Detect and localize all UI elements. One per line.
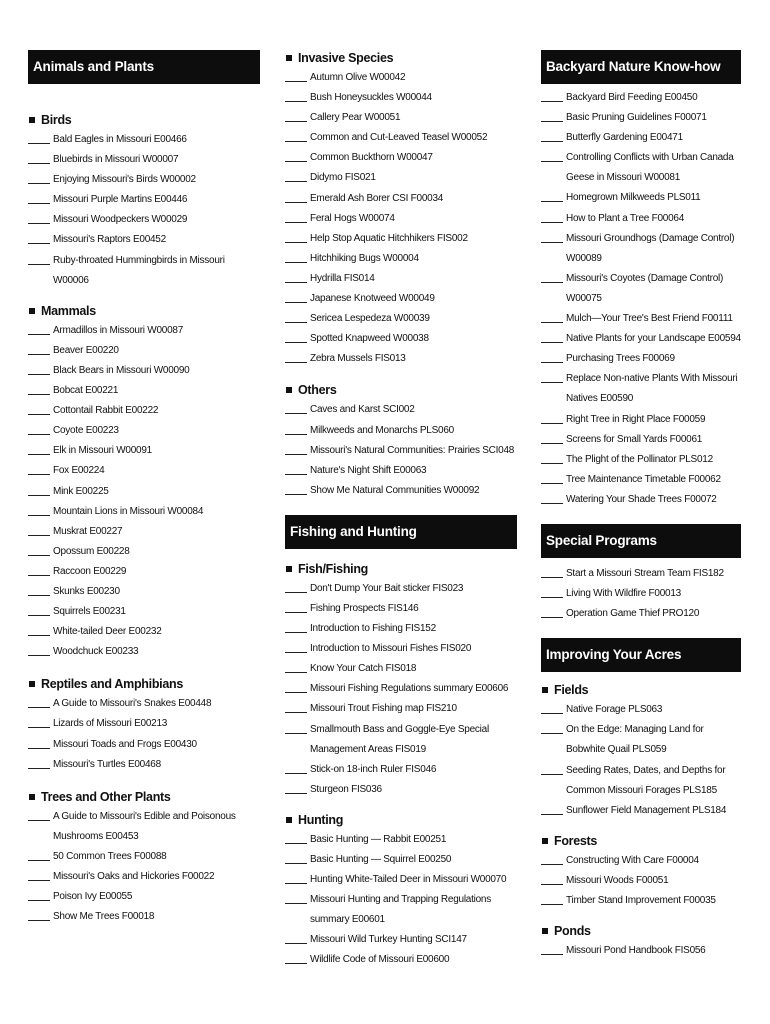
subsection-title: Reptiles and Amphibians <box>41 677 183 692</box>
publication-item: Callery Pear W00051 <box>285 108 517 128</box>
publication-item: Lizards of Missouri E00213 <box>28 714 260 734</box>
publication-item: Zebra Mussels FIS013 <box>285 349 517 369</box>
publication-item: Butterfly Gardening E00471 <box>541 128 741 148</box>
subsection-title: Others <box>298 383 337 398</box>
publication-item: Muskrat E00227 <box>28 522 260 542</box>
publication-item: Cottontail Rabbit E00222 <box>28 401 260 421</box>
publication-list <box>28 321 260 663</box>
publication-item: A Guide to Missouri's Snakes E00448 <box>28 694 260 714</box>
publication-item: Skunks E00230 <box>28 582 260 602</box>
publication-item: Common Buckthorn W00047 <box>285 148 517 168</box>
publication-list <box>28 807 260 928</box>
publication-item: The Plight of the Pollinator PLS012 <box>541 450 741 470</box>
publication-list <box>285 400 517 500</box>
publication-item: Sturgeon FIS036 <box>285 780 517 800</box>
publication-list <box>285 68 517 369</box>
publication-item: A Guide to Missouri's Edible and Poisonous Mushrooms E00453 <box>28 807 260 847</box>
section-header-backyard-nature-know-how: Backyard Nature Know-how <box>541 50 741 84</box>
publication-item: Didymo FIS021 <box>285 168 517 188</box>
publication-item: 50 Common Trees F00088 <box>28 847 260 867</box>
publication-item: Milkweeds and Monarchs PLS060 <box>285 421 517 441</box>
publication-item: Japanese Knotweed W00049 <box>285 289 517 309</box>
publication-item: Nature's Night Shift E00063 <box>285 461 517 481</box>
publication-item: Armadillos in Missouri W00087 <box>28 321 260 341</box>
publication-item: Seeding Rates, Dates, and Depths for Common Missouri Forages PLS185 <box>541 761 741 801</box>
publication-item: Right Tree in Right Place F00059 <box>541 410 741 430</box>
bullet-square-icon <box>286 387 292 393</box>
publication-list <box>541 564 741 624</box>
publication-item: Emerald Ash Borer CSI F00034 <box>285 189 517 209</box>
publication-list <box>28 130 260 291</box>
publication-item: Missouri Purple Martins E00446 <box>28 190 260 210</box>
publication-item: Introduction to Missouri Fishes FIS020 <box>285 639 517 659</box>
section-header-special-programs: Special Programs <box>541 524 741 558</box>
publication-item: Hitchhiking Bugs W00004 <box>285 249 517 269</box>
publication-item: Help Stop Aquatic Hitchhikers FIS002 <box>285 229 517 249</box>
subsection-title: Trees and Other Plants <box>41 789 171 804</box>
publication-item: Hydrilla FIS014 <box>285 269 517 289</box>
subsection-ponds <box>541 921 741 941</box>
publication-item: Squirrels E00231 <box>28 602 260 622</box>
publication-list <box>285 579 517 800</box>
subsection-mammals <box>28 301 260 321</box>
publication-item: Missouri's Oaks and Hickories F00022 <box>28 867 260 887</box>
publication-item: Missouri's Raptors E00452 <box>28 230 260 250</box>
subsection-forests <box>541 831 741 851</box>
subsection-title: Fields <box>554 683 589 698</box>
publication-list <box>28 694 260 774</box>
publication-item: Missouri's Turtles E00468 <box>28 755 260 775</box>
bullet-square-icon <box>542 838 548 844</box>
publication-item: Smallmouth Bass and Goggle-Eye Special Management Areas FIS019 <box>285 720 517 760</box>
publication-item: Missouri Fishing Regulations summary E00606 <box>285 679 517 699</box>
publication-item: Bald Eagles in Missouri E00466 <box>28 130 260 150</box>
publication-item: Sericea Lespedeza W00039 <box>285 309 517 329</box>
publication-item: Operation Game Thief PRO120 <box>541 604 741 624</box>
bullet-square-icon <box>29 794 35 800</box>
subsection-hunting <box>285 810 517 830</box>
subsection-fish-fishing <box>285 559 517 579</box>
publication-list <box>285 830 517 971</box>
publication-item: Missouri Trout Fishing map FIS210 <box>285 699 517 719</box>
publication-item: Living With Wildfire F00013 <box>541 584 741 604</box>
publication-item: Black Bears in Missouri W00090 <box>28 361 260 381</box>
subsection-trees-and-other-plants <box>28 787 260 807</box>
column-2 <box>285 48 517 971</box>
publication-item: Fox E00224 <box>28 461 260 481</box>
publication-item: Watering Your Shade Trees F00072 <box>541 490 741 510</box>
publication-item: Wildlife Code of Missouri E00600 <box>285 950 517 970</box>
publication-item: Native Forage PLS063 <box>541 700 741 720</box>
publication-item: Missouri Wild Turkey Hunting SCI147 <box>285 930 517 950</box>
publication-item: Tree Maintenance Timetable F00062 <box>541 470 741 490</box>
bullet-square-icon <box>542 687 548 693</box>
publication-item: Basic Pruning Guidelines F00071 <box>541 108 741 128</box>
section-header-improving-your-acres: Improving Your Acres <box>541 638 741 672</box>
publication-item: Mulch—Your Tree's Best Friend F00111 <box>541 309 741 329</box>
subsection-title: Forests <box>554 833 598 848</box>
publication-item: Caves and Karst SCI002 <box>285 400 517 420</box>
publication-item: Screens for Small Yards F00061 <box>541 430 741 450</box>
publication-item: Missouri Pond Handbook FIS056 <box>541 941 741 961</box>
subsection-title: Hunting <box>298 812 344 827</box>
publication-item: Bush Honeysuckles W00044 <box>285 88 517 108</box>
publication-item: Bluebirds in Missouri W00007 <box>28 150 260 170</box>
subsection-title: Ponds <box>554 924 591 939</box>
publication-item: Timber Stand Improvement F00035 <box>541 891 741 911</box>
publication-list <box>541 941 741 961</box>
publication-item: Mountain Lions in Missouri W00084 <box>28 502 260 522</box>
bullet-square-icon <box>286 817 292 823</box>
publication-item: Missouri Woodpeckers W00029 <box>28 210 260 230</box>
bullet-square-icon <box>29 681 35 687</box>
publication-item: Missouri Groundhogs (Damage Control) W00089 <box>541 229 741 269</box>
publication-item: Sunflower Field Management PLS184 <box>541 801 741 821</box>
publication-item: Spotted Knapweed W00038 <box>285 329 517 349</box>
subsection-title: Fish/Fishing <box>298 561 369 576</box>
publication-item: Homegrown Milkweeds PLS011 <box>541 188 741 208</box>
publication-item: Purchasing Trees F00069 <box>541 349 741 369</box>
publication-item: Missouri Woods F00051 <box>541 871 741 891</box>
subsection-others <box>285 380 517 400</box>
column-1 <box>28 48 260 927</box>
bullet-square-icon <box>286 566 292 572</box>
subsection-birds <box>28 110 260 130</box>
publication-item: Ruby-throated Hummingbirds in Missouri W00006 <box>28 251 260 291</box>
publication-item: Controlling Conflicts with Urban Canada Geese in Missouri W00081 <box>541 148 741 188</box>
column-3 <box>541 48 741 961</box>
publication-item: On the Edge: Managing Land for Bobwhite Quail PLS059 <box>541 720 741 760</box>
publication-item: Opossum E00228 <box>28 542 260 562</box>
publication-item: Stick-on 18-inch Ruler FIS046 <box>285 760 517 780</box>
publication-item: Start a Missouri Stream Team FIS182 <box>541 564 741 584</box>
bullet-square-icon <box>286 55 292 61</box>
publication-item: Replace Non-native Plants With Missouri Natives E00590 <box>541 369 741 409</box>
publication-item: Introduction to Fishing FIS152 <box>285 619 517 639</box>
publication-item: Missouri Toads and Frogs E00430 <box>28 735 260 755</box>
section-header-fishing-and-hunting: Fishing and Hunting <box>285 515 517 549</box>
publication-item: Common and Cut-Leaved Teasel W00052 <box>285 128 517 148</box>
publication-list <box>541 851 741 911</box>
subsection-reptiles-and-amphibians <box>28 674 260 694</box>
subsection-invasive-species <box>285 48 517 68</box>
publication-list <box>541 88 741 510</box>
publication-item: Enjoying Missouri's Birds W00002 <box>28 170 260 190</box>
publication-item: Basic Hunting — Squirrel E00250 <box>285 850 517 870</box>
publication-item: How to Plant a Tree F00064 <box>541 209 741 229</box>
bullet-square-icon <box>29 308 35 314</box>
publication-item: Feral Hogs W00074 <box>285 209 517 229</box>
publication-item: Raccoon E00229 <box>28 562 260 582</box>
subsection-fields <box>541 680 741 700</box>
publication-item: Know Your Catch FIS018 <box>285 659 517 679</box>
subsection-title: Birds <box>41 113 72 127</box>
publication-item: Elk in Missouri W00091 <box>28 441 260 461</box>
bullet-square-icon <box>542 928 548 934</box>
publication-item: Mink E00225 <box>28 482 260 502</box>
publication-item: Show Me Trees F00018 <box>28 907 260 927</box>
publication-item: Bobcat E00221 <box>28 381 260 401</box>
publication-item: Hunting White-Tailed Deer in Missouri W00070 <box>285 870 517 890</box>
publication-item: Woodchuck E00233 <box>28 642 260 662</box>
publication-item: Constructing With Care F00004 <box>541 851 741 871</box>
section-header-animals-and-plants: Animals and Plants <box>28 50 260 84</box>
publication-item: Fishing Prospects FIS146 <box>285 599 517 619</box>
publication-item: Missouri's Natural Communities: Prairies SCI048 <box>285 441 517 461</box>
publication-item: Poison Ivy E00055 <box>28 887 260 907</box>
subsection-title: Mammals <box>41 303 96 318</box>
publication-item: Missouri Hunting and Trapping Regulations summary E00601 <box>285 890 517 930</box>
publication-item: White-tailed Deer E00232 <box>28 622 260 642</box>
publication-item: Autumn Olive W00042 <box>285 68 517 88</box>
publication-item: Don't Dump Your Bait sticker FIS023 <box>285 579 517 599</box>
publication-item: Native Plants for your Landscape E00594 <box>541 329 741 349</box>
publication-item: Backyard Bird Feeding E00450 <box>541 88 741 108</box>
publication-item: Missouri's Coyotes (Damage Control) W00075 <box>541 269 741 309</box>
publication-item: Show Me Natural Communities W00092 <box>285 481 517 501</box>
publication-item: Beaver E00220 <box>28 341 260 361</box>
publication-item: Basic Hunting — Rabbit E00251 <box>285 830 517 850</box>
publication-list <box>541 700 741 821</box>
bullet-square-icon <box>29 117 35 123</box>
publication-item: Coyote E00223 <box>28 421 260 441</box>
subsection-title: Invasive Species <box>298 51 394 65</box>
